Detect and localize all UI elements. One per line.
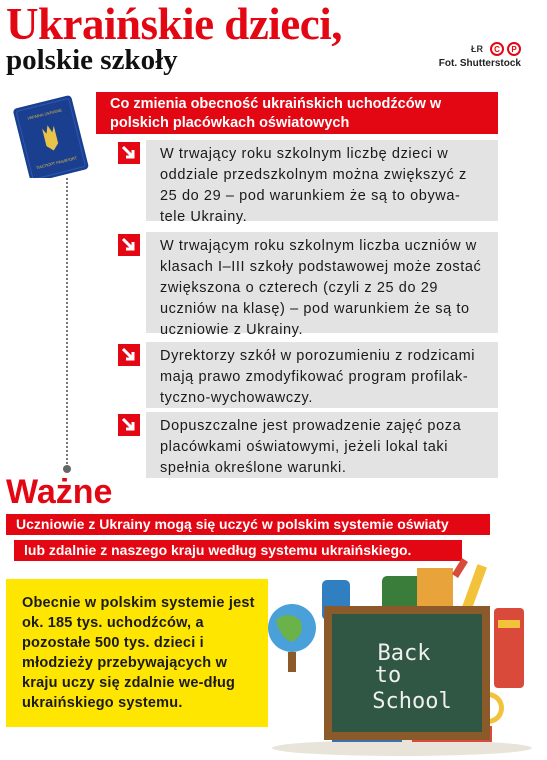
ukrainian-passport-image [6, 92, 102, 178]
intro-heading: Co zmienia obecność ukraińskich uchodźców w polskich placówkach oświatowych [96, 92, 498, 134]
board-line-1: Back [377, 641, 431, 666]
arrow-down-right-icon [118, 344, 140, 366]
page-title: Ukraińskie dzieci, [6, 0, 342, 49]
publisher-logo [471, 42, 521, 56]
arrow-down-right-icon [118, 142, 140, 164]
important-line-1: Uczniowie z Ukrainy mogą się uczyć w polskim systemie oświaty [6, 514, 490, 535]
logo-c-icon: C [490, 42, 504, 56]
list-item-text: W trwający roku szkolnym liczbę dzieci w oddziale przedszkolnym można zwiększyć z 25 do 29 – pod warunkiem że są to obywa-tele Ukrainy. [146, 140, 498, 221]
chalkboard [332, 614, 482, 732]
logo-prefix: ŁR [471, 44, 483, 54]
page-subtitle: polskie szkoły [6, 44, 178, 76]
passport-text-bottom: ПАСПОРТ PASSPORT [35, 155, 78, 171]
dotted-connector [66, 178, 68, 468]
board-line-3: School [372, 689, 452, 714]
board-line-2: to [374, 663, 402, 688]
list-item-text: Dopuszczalne jest prowadzenie zajęć poza placówkami oświatowymi, jeżeli lokal taki spełnia określone warunki. [146, 412, 498, 478]
passport-text-top: УКРАЇНА UKRAINE [26, 107, 63, 121]
arrow-down-right-icon [118, 234, 140, 256]
stats-box: Obecnie w polskim systemie jest ok. 185 tys. uchodźców, a pozostałe 500 tys. dzieci i młodzieży przebywających w kraju uczy się zdalnie we-dług ukraińskiego systemu. [6, 579, 268, 727]
arrow-down-right-icon [118, 414, 140, 436]
connector-dot [63, 465, 71, 473]
back-to-school-illustration [262, 558, 541, 758]
list-item-text: Dyrektorzy szkół w porozumieniu z rodzicami mają prawo zmodyfikować program profilak-tyczno-wychowawczy. [146, 342, 498, 408]
important-line-2: lub zdalnie z naszego kraju według systemu ukraińskiego. [14, 540, 462, 561]
logo-p-icon: P [507, 42, 521, 56]
list-item-text: W trwającym roku szkolnym liczba uczniów w klasach I–III szkoły podstawowej może zostać zwiększona o czterech (czyli z 25 do 29 uczniów na klasę) – pod warunkiem że są to uczniowie z Ukrainy. [146, 232, 498, 333]
photo-credit: Fot. Shutterstock [438, 58, 521, 69]
important-heading: Ważne [6, 473, 113, 511]
